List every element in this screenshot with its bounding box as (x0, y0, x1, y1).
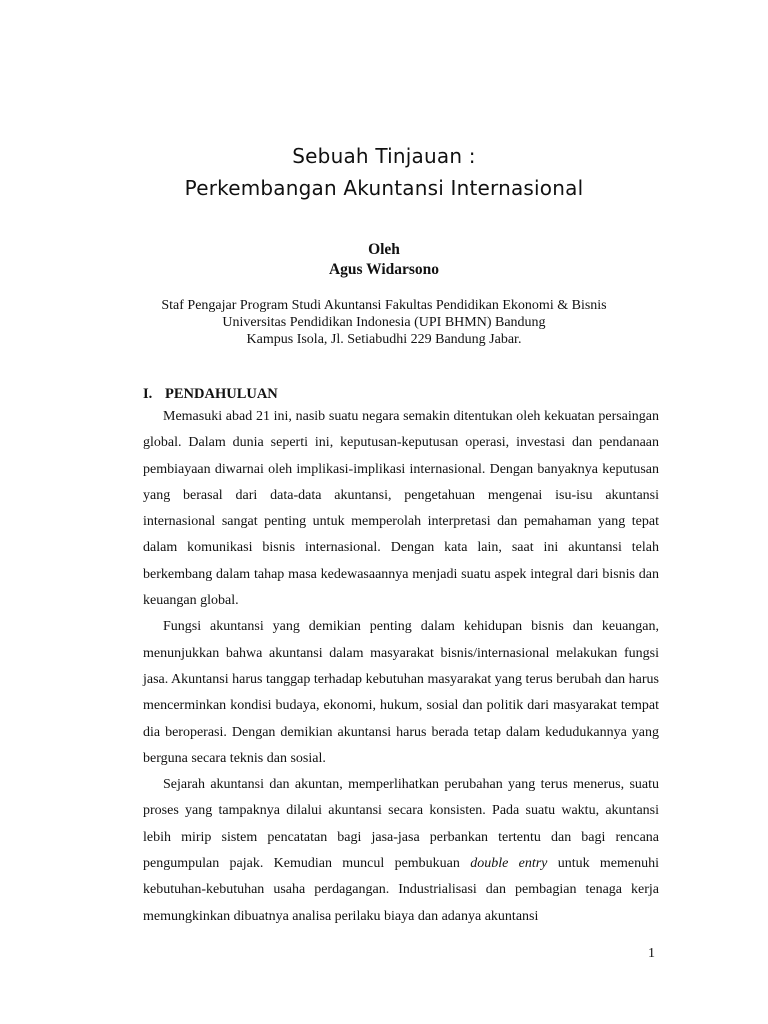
affiliation-block (0, 297, 768, 348)
affiliation-line-3: Kampus Isola, Jl. Setiabudhi 229 Bandung Jabar. (246, 332, 522, 347)
paragraph-3-text-after: untuk memenuhi kebutuhan-kebutuhan usaha perdagangan. Industrialisasi dan pembagian tenaga kerja memungkinkan dibuatnya analisa perilaku biaya dan adanya akuntansi (143, 856, 659, 924)
section-title: PENDAHULUAN (165, 386, 278, 402)
author-by-label: Oleh (368, 241, 400, 258)
author-name: Agus Widarsono (328, 261, 440, 278)
page-number: 1 (648, 946, 655, 961)
document-title (0, 140, 768, 204)
paragraph-2: Fungsi akuntansi yang demikian penting dalam kehidupan bisnis dan keuangan, menunjukkan bahwa akuntansi dalam masyarakat bisnis/internasional melakukan fungsi jasa. Akuntansi harus tanggap terhadap kebutuhan masyarakat yang terus berubah dan harus mencerminkan kondisi budaya, ekonomi, hukum, sosial dan politik dari masyarakat tempat dia beroperasi. Dengan demikian akuntansi harus berada tetap dalam kedudukannya yang berguna secara teknis dan sosial. (143, 619, 659, 766)
title-line-1: Sebuah Tinjauan : (292, 144, 476, 168)
paragraph-3 (143, 772, 659, 930)
author-block (0, 240, 768, 280)
section-number: I. (143, 386, 153, 402)
section-heading (143, 385, 278, 403)
paragraph-1: Memasuki abad 21 ini, nasib suatu negara semakin ditentukan oleh kekuatan persaingan global. Dalam dunia seperti ini, keputusan-keputusan operasi, investasi dan pendanaan pembiayaan diwarnai oleh implikasi-implikasi internasional. Dengan banyaknya keputusan yang berasal dari data-data akuntansi, pengetahuan mengenai isu-isu akuntansi internasional sangat penting untuk memperolah interpretasi dan pemahaman yang tepat dalam komunikasi bisnis internasional. Dengan kata lain, saat ini akuntansi telah berkembang dalam tahap masa kedewasaannya menjadi suatu aspek integral dari bisnis dan keuangan global. (143, 409, 659, 609)
title-line-2: Perkembangan Akuntansi Internasional (184, 176, 584, 200)
double-entry-term: double entry (470, 856, 548, 872)
affiliation-line-2: Universitas Pendidikan Indonesia (UPI BHMN) Bandung (222, 315, 546, 330)
body-text (143, 404, 659, 930)
affiliation-line-1: Staf Pengajar Program Studi Akuntansi Fakultas Pendidikan Ekonomi & Bisnis (161, 298, 607, 313)
paragraph-3-text-before: Sejarah akuntansi dan akuntan, memperlihatkan perubahan yang terus menerus, suatu proses yang tampaknya dilalui akuntansi secara konsisten. Pada suatu waktu, akuntansi lebih mirip sistem pencatatan bagi jasa-jasa perbankan tertentu dan bagi rencana pengumpulan pajak. Kemudian muncul pembukuan (143, 777, 659, 872)
